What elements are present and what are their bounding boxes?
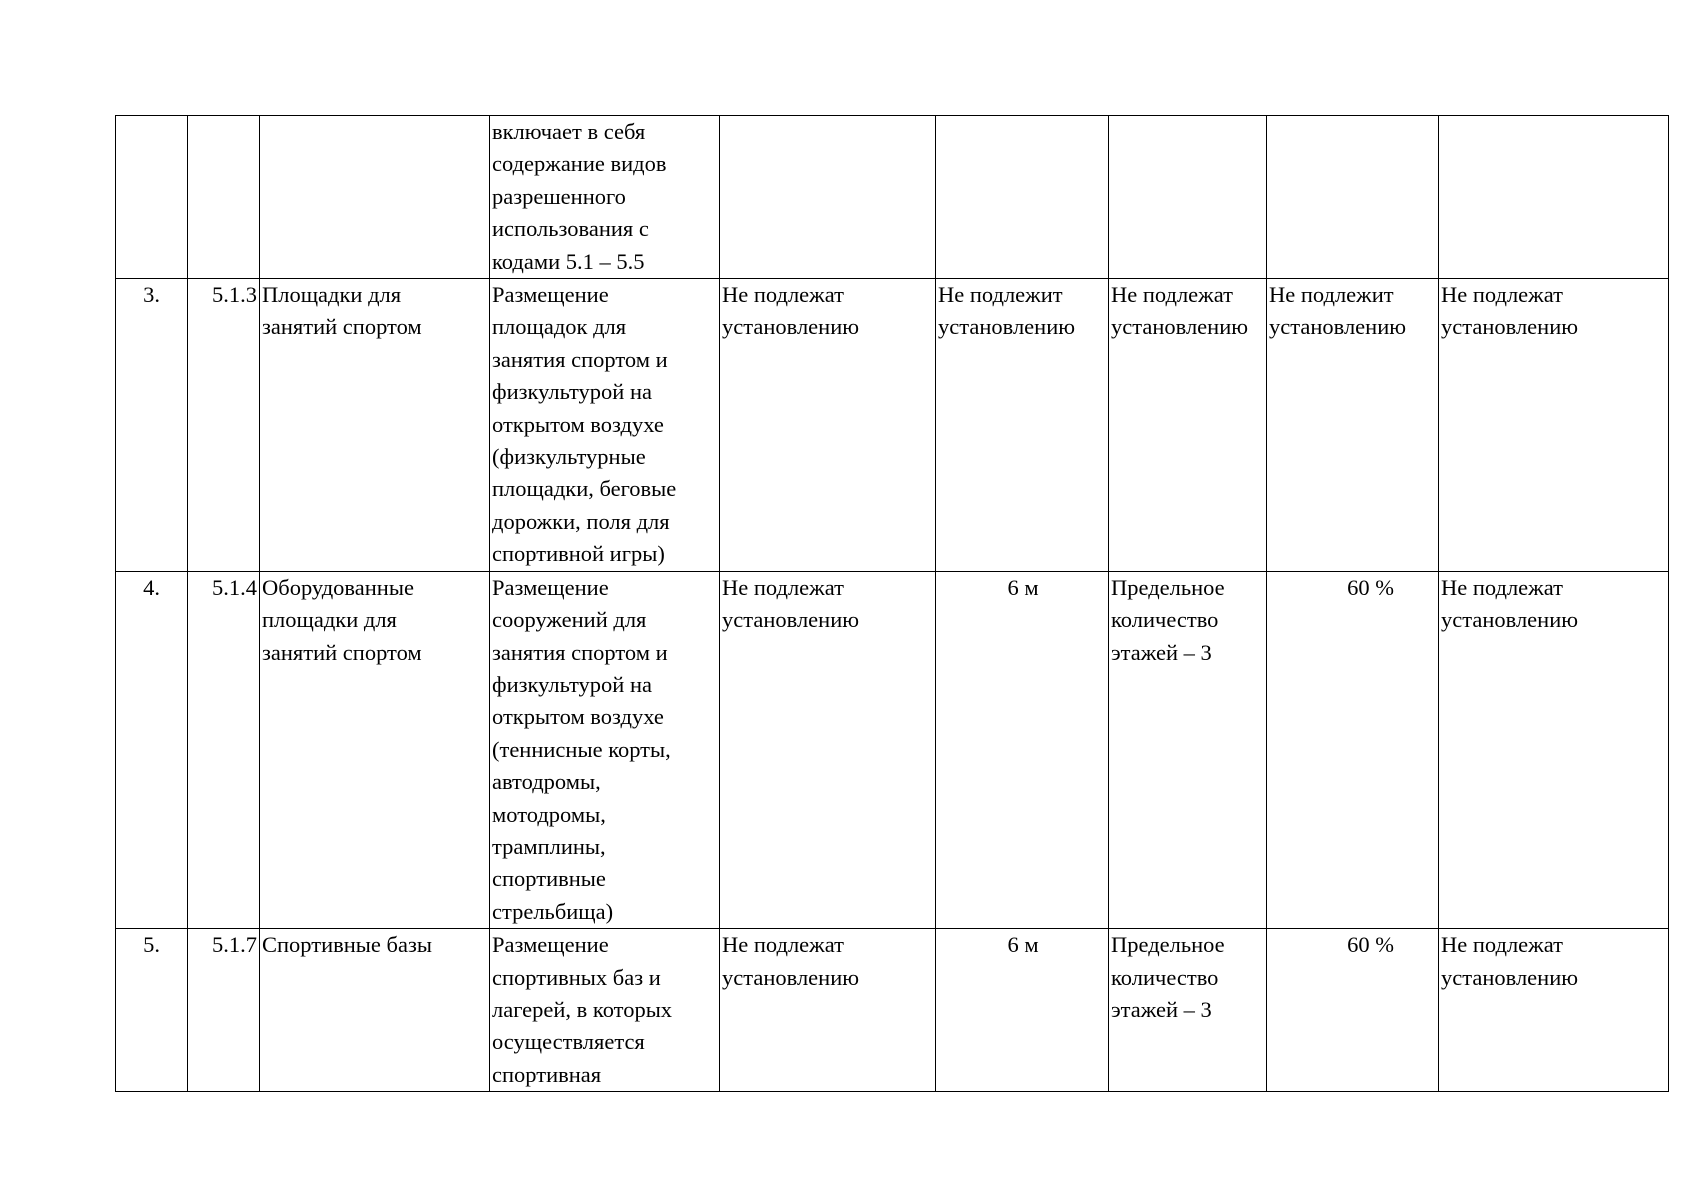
column-7-cell: Не подлежат установлению (1109, 279, 1267, 572)
description-cell: Размещение спортивных баз и лагерей, в которых осуществляется спортивная (490, 929, 720, 1092)
column-5-cell: Не подлежат установлению (720, 279, 936, 572)
row-number-cell: 3. (116, 279, 188, 572)
column-8-cell: Не подлежит установлению (1267, 279, 1439, 572)
column-7-cell: Предельное количество этажей – 3 (1109, 571, 1267, 928)
column-5-cell (720, 116, 936, 279)
land-use-table (115, 115, 1669, 1092)
table-row (116, 116, 1669, 279)
column-5-cell: Не подлежат установлению (720, 571, 936, 928)
row-number-cell: 5. (116, 929, 188, 1092)
code-cell (188, 116, 260, 279)
table-row (116, 279, 1669, 572)
column-8-cell: 60 % (1267, 929, 1439, 1092)
description-cell: включает в себя содержание видов разрешенного использования с кодами 5.1 – 5.5 (490, 116, 720, 279)
table-row (116, 929, 1669, 1092)
column-8-cell (1267, 116, 1439, 279)
name-cell: Площадки для занятий спортом (260, 279, 490, 572)
description-cell: Размещение сооружений для занятия спортом и физкультурой на открытом воздухе (теннисные корты, автодромы, мотодромы, трамплины, спортивные стрельбища) (490, 571, 720, 928)
column-6-cell (936, 116, 1109, 279)
column-7-cell: Предельное количество этажей – 3 (1109, 929, 1267, 1092)
column-9-cell: Не подлежат установлению (1439, 929, 1669, 1092)
column-9-cell: Не подлежат установлению (1439, 571, 1669, 928)
column-6-cell: 6 м (936, 929, 1109, 1092)
name-cell (260, 116, 490, 279)
column-6-cell: Не подлежит установлению (936, 279, 1109, 572)
column-5-cell: Не подлежат установлению (720, 929, 936, 1092)
row-number-cell: 4. (116, 571, 188, 928)
row-number-cell (116, 116, 188, 279)
name-cell: Оборудованные площадки для занятий спортом (260, 571, 490, 928)
description-cell: Размещение площадок для занятия спортом и физкультурой на открытом воздухе (физкультурные площадки, беговые дорожки, поля для спортивной игры) (490, 279, 720, 572)
column-7-cell (1109, 116, 1267, 279)
column-8-cell: 60 % (1267, 571, 1439, 928)
code-cell: 5.1.4 (188, 571, 260, 928)
column-9-cell (1439, 116, 1669, 279)
table-row (116, 571, 1669, 928)
code-cell: 5.1.3 (188, 279, 260, 572)
column-9-cell: Не подлежат установлению (1439, 279, 1669, 572)
code-cell: 5.1.7 (188, 929, 260, 1092)
column-6-cell: 6 м (936, 571, 1109, 928)
name-cell: Спортивные базы (260, 929, 490, 1092)
